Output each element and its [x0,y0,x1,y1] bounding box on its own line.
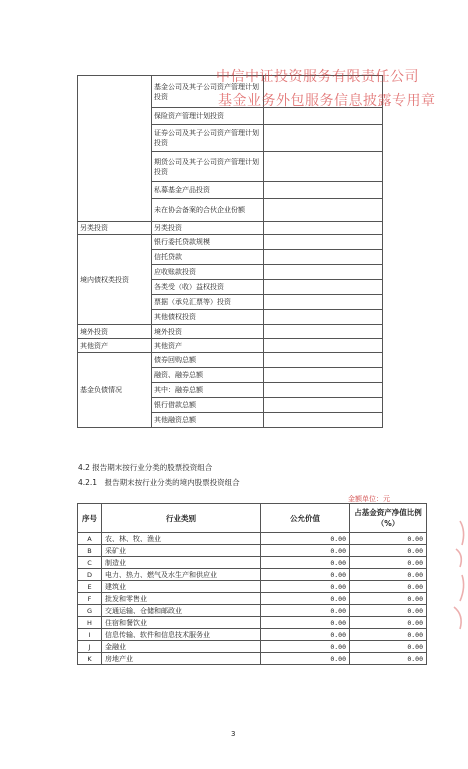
industry-name: 信息传输、软件和信息技术服务业 [102,629,261,641]
fair-value: 0.00 [261,629,350,641]
value-cell [264,250,383,265]
value-cell [264,413,383,428]
fair-value: 0.00 [261,653,350,665]
value-cell [264,398,383,413]
item-cell: 银行委托贷款规模 [152,235,264,250]
nav-ratio: 0.00 [350,617,427,629]
table-row [78,545,427,557]
company-seal [216,66,436,126]
table-row [78,629,427,641]
item-cell: 银行借款总额 [152,398,264,413]
item-cell: 期货公司及其子公司资产管理计划投资 [152,152,264,182]
value-cell [264,235,383,250]
fair-value: 0.00 [261,593,350,605]
asset-category-cell: 境外投资 [78,325,152,339]
header-fair-value: 公允价值 [261,504,350,533]
nav-ratio: 0.00 [350,569,427,581]
item-cell: 其他债权投资 [152,310,264,325]
industry-code: H [78,617,102,629]
value-cell [264,383,383,398]
value-cell [264,368,383,383]
table-row [78,325,383,339]
industry-name: 批发和零售业 [102,593,261,605]
item-cell: 信托贷款 [152,250,264,265]
value-cell [264,339,383,353]
item-cell: 其他融资总额 [152,413,264,428]
nav-ratio: 0.00 [350,629,427,641]
industry-portfolio-table [77,503,427,665]
value-cell [264,353,383,368]
item-cell: 基金公司及其子公司资产管理计划投资 [152,76,264,108]
item-cell: 境外投资 [152,325,264,339]
fair-value: 0.00 [261,545,350,557]
industry-code: F [78,593,102,605]
header-industry: 行业类别 [102,504,261,533]
value-cell [264,325,383,339]
industry-name: 建筑业 [102,581,261,593]
nav-ratio: 0.00 [350,605,427,617]
seal-line-1: 中信中证投资服务有限责任公司 [216,69,419,85]
industry-code: G [78,605,102,617]
industry-name: 交通运输、仓储和邮政业 [102,605,261,617]
section-heading-4-2: 4.2 报告期末按行业分类的股票投资组合 [78,463,213,472]
industry-code: B [78,545,102,557]
table-row [78,235,383,250]
item-cell: 证券公司及其子公司资产管理计划投资 [152,125,264,152]
nav-ratio: 0.00 [350,581,427,593]
item-cell: 未在协会备案的合伙企业份额 [152,199,264,222]
section-heading-4-2-1: 4.2.1 报告期末按行业分类的境内股票投资组合 [78,478,240,487]
nav-ratio: 0.00 [350,593,427,605]
asset-category-cell: 另类投资 [78,222,152,235]
fair-value: 0.00 [261,557,350,569]
margin-stamp-mark [446,515,468,645]
table-row [78,557,427,569]
industry-name: 农、林、牧、渔业 [102,533,261,545]
industry-code: C [78,557,102,569]
table-row [78,569,427,581]
value-cell [264,152,383,182]
industry-name: 房地产业 [102,653,261,665]
value-cell [264,125,383,152]
asset-category-cell: 基金负债情况 [78,353,152,428]
nav-ratio: 0.00 [350,533,427,545]
item-cell: 其他资产 [152,339,264,353]
value-cell [264,310,383,325]
fair-value: 0.00 [261,617,350,629]
industry-code: A [78,533,102,545]
item-cell: 保险资产管理计划投资 [152,108,264,125]
industry-name: 电力、热力、燃气及水生产和供应业 [102,569,261,581]
item-cell: 应收账款投资 [152,265,264,280]
table-row [78,593,427,605]
table-row [78,339,383,353]
seal-line-2: 基金业务外包服务信息披露专用章 [218,93,436,109]
asset-category-cell: 境内债权类投资 [78,235,152,325]
value-cell [264,295,383,310]
item-cell: 各类受（收）益权投资 [152,280,264,295]
industry-name: 制造业 [102,557,261,569]
item-cell: 融资、融券总额 [152,368,264,383]
fair-value: 0.00 [261,533,350,545]
asset-allocation-table [77,75,383,428]
table-row [78,605,427,617]
header-ratio: 占基金资产净值比例（%） [350,504,427,533]
header-code: 序号 [78,504,102,533]
item-cell: 私募基金产品投资 [152,182,264,199]
value-cell [264,199,383,222]
nav-ratio: 0.00 [350,545,427,557]
table-row [78,353,383,368]
nav-ratio: 0.00 [350,641,427,653]
item-cell: 债券回购总额 [152,353,264,368]
value-cell [264,280,383,295]
industry-code: D [78,569,102,581]
industry-name: 金融业 [102,641,261,653]
value-cell [264,222,383,235]
table-row [78,653,427,665]
asset-category-cell [78,76,152,222]
asset-category-cell: 其他资产 [78,339,152,353]
industry-name: 住宿和餐饮业 [102,617,261,629]
fair-value: 0.00 [261,641,350,653]
nav-ratio: 0.00 [350,653,427,665]
fair-value: 0.00 [261,581,350,593]
table-row [78,533,427,545]
industry-code: E [78,581,102,593]
industry-code: I [78,629,102,641]
table-header-row [78,504,427,533]
unit-label: 金额单位：元 [348,495,390,503]
item-cell: 其中：融券总额 [152,383,264,398]
fair-value: 0.00 [261,569,350,581]
industry-name: 采矿业 [102,545,261,557]
item-cell: 票据（承兑汇票等）投资 [152,295,264,310]
table-row [78,617,427,629]
table-row [78,581,427,593]
item-cell: 另类投资 [152,222,264,235]
value-cell [264,265,383,280]
page-number: 3 [231,730,236,738]
industry-code: K [78,653,102,665]
table-row [78,222,383,235]
fair-value: 0.00 [261,605,350,617]
nav-ratio: 0.00 [350,557,427,569]
industry-code: J [78,641,102,653]
table-row [78,641,427,653]
value-cell [264,182,383,199]
